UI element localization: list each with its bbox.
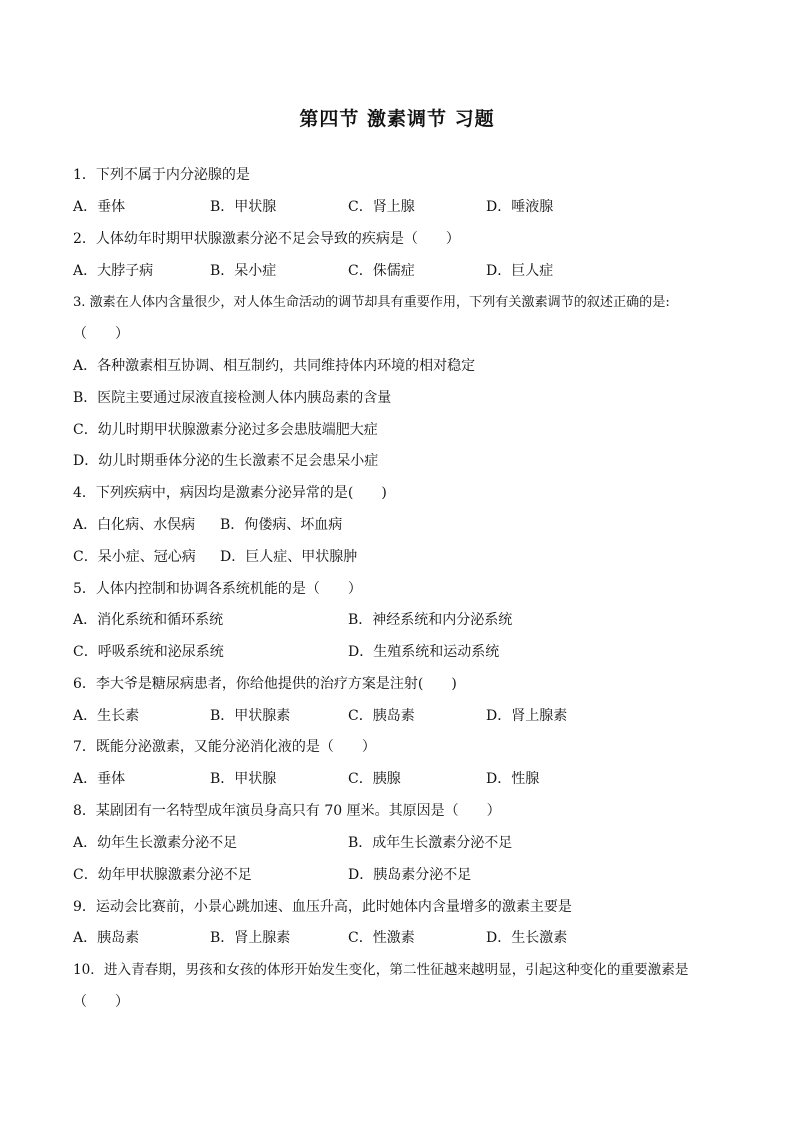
question-5-option-a: A．消化系统和循环系统: [73, 612, 224, 628]
question-4-option-d: D．巨人症、甲状腺肿: [220, 549, 358, 565]
question-5-stem: 5．人体内控制和协调各系统机能的是（ ）: [73, 581, 362, 597]
question-3-option-b: B．医院主要通过尿液直接检测人体内胰岛素的含量: [73, 390, 392, 406]
question-3-stem-continuation: （ ）: [73, 326, 129, 342]
question-3-option-a: A．各种激素相互协调、相互制约，共同维持体内环境的相对稳定: [73, 358, 476, 374]
question-7-option-d: D．性腺: [486, 771, 540, 787]
question-2-stem: 2．人体幼年时期甲状腺激素分泌不足会导致的疾病是（ ）: [73, 231, 460, 247]
question-10-stem: 10．进入青春期，男孩和女孩的体形开始发生变化，第二性征越来越明显，引起这种变化的重要激素是: [73, 962, 689, 978]
question-5-option-c: C．呼吸系统和泌尿系统: [73, 644, 224, 660]
question-2-option-c: C．侏儒症: [348, 263, 415, 279]
question-9-option-c: C．性激素: [348, 930, 415, 946]
question-1-stem: 1．下列不属于内分泌腺的是: [73, 167, 250, 183]
question-8-option-c: C．幼年甲状腺激素分泌不足: [73, 867, 252, 883]
question-2-option-a: A．大脖子病: [73, 263, 154, 279]
question-7-option-a: A．垂体: [73, 771, 126, 787]
question-4-option-a: A．白化病、水俣病: [73, 517, 196, 533]
question-2-option-d: D．巨人症: [486, 263, 554, 279]
question-6-option-c: C．胰岛素: [348, 708, 415, 724]
question-10-stem-continuation: （ ）: [73, 994, 129, 1010]
question-8-option-a: A．幼年生长激素分泌不足: [73, 835, 238, 851]
question-6-stem: 6．李大爷是糖尿病患者，你给他提供的治疗方案是注射( ): [73, 676, 457, 692]
question-4-option-b: B．佝偻病、坏血病: [220, 517, 343, 533]
question-8-option-d: D．胰岛素分泌不足: [348, 867, 472, 883]
question-1-option-d: D．唾液腺: [486, 199, 554, 215]
question-4-stem: 4．下列疾病中，病因均是激素分泌异常的是( ): [73, 485, 387, 501]
question-7-stem: 7．既能分泌激素，又能分泌消化液的是（ ）: [73, 739, 376, 755]
question-7-option-c: C．胰腺: [348, 771, 401, 787]
question-3-option-d: D．幼儿时期垂体分泌的生长激素不足会患呆小症: [73, 453, 379, 469]
question-4-option-c: C．呆小症、冠心病: [73, 549, 196, 565]
question-1-option-a: A．垂体: [73, 199, 126, 215]
question-1-option-b: B．甲状腺: [210, 199, 277, 215]
question-3-stem: 3. 激素在人体内含量很少，对人体生命活动的调节却具有重要作用，下列有关激素调节的叙述正确的是:: [73, 295, 670, 310]
question-1-option-c: C．肾上腺: [348, 199, 415, 215]
question-9-stem: 9．运动会比赛前，小景心跳加速、血压升高，此时她体内含量增多的激素主要是: [73, 899, 572, 915]
question-9-option-a: A．胰岛素: [73, 930, 140, 946]
question-6-option-d: D．肾上腺素: [486, 708, 568, 724]
question-3-option-c: C．幼儿时期甲状腺激素分泌过多会患肢端肥大症: [73, 422, 378, 438]
question-8-option-b: B．成年生长激素分泌不足: [348, 835, 513, 851]
question-6-option-b: B．甲状腺素: [210, 708, 291, 724]
question-9-option-d: D．生长激素: [486, 930, 568, 946]
question-9-option-b: B．肾上腺素: [210, 930, 291, 946]
question-5-option-d: D．生殖系统和运动系统: [348, 644, 500, 660]
question-2-option-b: B．呆小症: [210, 263, 277, 279]
question-8-stem: 8．某剧团有一名特型成年演员身高只有 70 厘米。其原因是（ ）: [73, 803, 501, 819]
question-6-option-a: A．生长素: [73, 708, 140, 724]
question-7-option-b: B．甲状腺: [210, 771, 277, 787]
page-title: 第四节 激素调节 习题: [299, 108, 495, 130]
question-5-option-b: B．神经系统和内分泌系统: [348, 612, 513, 628]
